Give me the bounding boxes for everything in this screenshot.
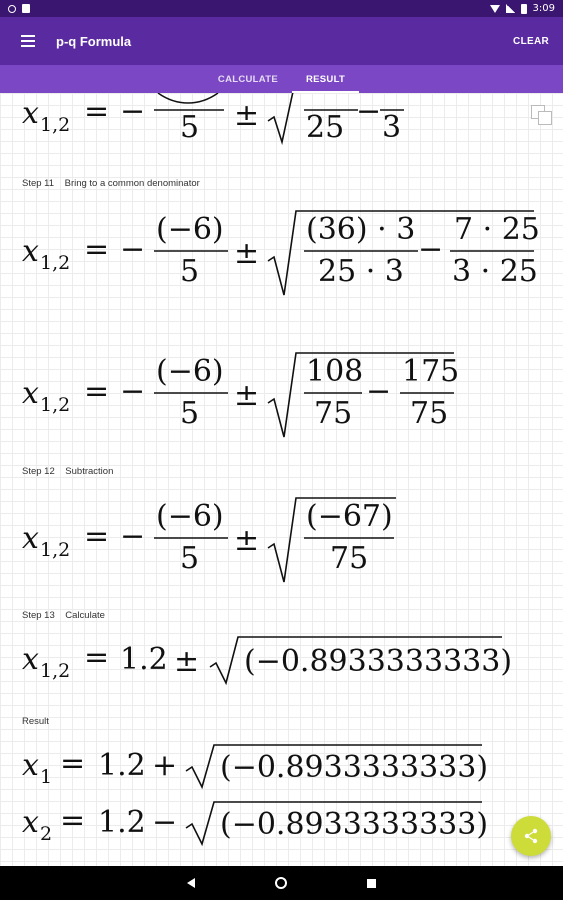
equation-step11	[22, 209, 542, 303]
svg-text:+: +	[152, 748, 178, 783]
svg-text:1,2: 1,2	[40, 252, 71, 274]
svg-text:−: −	[120, 519, 146, 554]
app-title: p-q Formula	[56, 33, 132, 49]
svg-text:5: 5	[180, 396, 200, 431]
svg-text:(−6): (−6)	[156, 354, 224, 389]
svg-text:=: =	[84, 374, 110, 409]
svg-text:±: ±	[234, 98, 260, 133]
result-content[interactable]	[0, 93, 563, 866]
svg-text:3 · 25: 3 · 25	[452, 254, 538, 289]
svg-text:1.2: 1.2	[98, 805, 146, 840]
svg-text:x: x	[22, 376, 39, 411]
svg-text:−: −	[152, 805, 178, 840]
notification-icon	[8, 5, 16, 13]
svg-text:(−6): (−6)	[156, 499, 224, 534]
battery-icon	[521, 4, 527, 14]
step-label: Step 11 Bring to a common denominator	[22, 178, 200, 189]
share-icon	[523, 828, 539, 844]
svg-text:−: −	[120, 374, 146, 409]
menu-icon[interactable]	[0, 17, 56, 65]
fraction-denominator: 5	[180, 110, 200, 145]
tab-result[interactable]: RESULT	[292, 65, 359, 93]
svg-text:25 · 3: 25 · 3	[318, 254, 404, 289]
svg-text:75: 75	[314, 396, 353, 431]
step-label: Step 12 Subtraction	[22, 466, 114, 477]
svg-text:=: =	[84, 519, 110, 554]
svg-text:=: =	[60, 746, 86, 781]
signal-icon	[506, 4, 515, 13]
result-label: Result	[22, 716, 49, 727]
svg-text:(−67): (−67)	[306, 499, 393, 534]
clear-button[interactable]: CLEAR	[513, 35, 549, 47]
wifi-icon	[490, 5, 500, 13]
svg-text:x: x	[22, 748, 39, 783]
equation-step12	[22, 496, 422, 590]
svg-text:1,2: 1,2	[40, 394, 71, 416]
svg-text:1: 1	[40, 766, 53, 788]
svg-text:x: x	[22, 805, 39, 840]
svg-text:x: x	[22, 234, 39, 269]
svg-text:(−0.8933333333): (−0.8933333333)	[244, 644, 513, 679]
svg-text:−: −	[120, 94, 146, 129]
svg-text:175: 175	[402, 354, 460, 389]
svg-text:±: ±	[234, 378, 260, 413]
tab-bar	[0, 65, 563, 93]
status-time: 3:09	[532, 3, 555, 14]
recent-apps-icon[interactable]	[367, 879, 376, 888]
svg-text:=: =	[84, 94, 110, 129]
svg-text:−: −	[418, 232, 444, 267]
equation-result-x2	[22, 798, 502, 852]
share-button[interactable]	[511, 816, 551, 856]
app-bar	[0, 17, 563, 65]
navigation-bar	[0, 866, 563, 900]
svg-text:75: 75	[330, 541, 369, 576]
svg-text:1,2: 1,2	[40, 539, 71, 561]
svg-text:(−0.8933333333): (−0.8933333333)	[220, 807, 489, 842]
status-bar	[0, 0, 563, 17]
equation-step11-simplified	[22, 351, 482, 445]
svg-text:5: 5	[180, 254, 200, 289]
equation-step13	[22, 633, 522, 693]
svg-text:−: −	[120, 232, 146, 267]
svg-text:(−0.8933333333): (−0.8933333333)	[220, 750, 489, 785]
svg-text:±: ±	[174, 644, 200, 679]
svg-text:x: x	[22, 96, 39, 131]
svg-text:1.2: 1.2	[98, 748, 146, 783]
svg-text:−: −	[356, 94, 382, 129]
step-label: Step 13 Calculate	[22, 610, 105, 621]
svg-text:x: x	[22, 521, 39, 556]
svg-text:75: 75	[410, 396, 449, 431]
svg-text:x: x	[22, 642, 39, 677]
svg-text:7 · 25: 7 · 25	[454, 212, 540, 247]
svg-text:1,2: 1,2	[40, 660, 71, 682]
svg-text:2: 2	[40, 823, 53, 845]
svg-text:(36) · 3: (36) · 3	[306, 212, 416, 247]
svg-text:1.2: 1.2	[120, 642, 168, 677]
svg-text:1,2: 1,2	[40, 114, 71, 136]
svg-text:±: ±	[234, 523, 260, 558]
back-icon[interactable]	[187, 878, 195, 888]
svg-text:±: ±	[234, 236, 260, 271]
home-icon[interactable]	[275, 877, 287, 889]
storage-icon	[22, 4, 30, 13]
svg-text:=: =	[84, 640, 110, 675]
svg-text:108: 108	[306, 354, 364, 389]
copy-icon[interactable]	[531, 105, 555, 127]
svg-text:5: 5	[180, 541, 200, 576]
tab-calculate[interactable]: CALCULATE	[217, 73, 278, 85]
fraction-denominator: 25	[306, 110, 345, 145]
svg-text:−: −	[366, 374, 392, 409]
svg-text:=: =	[84, 232, 110, 267]
equation-partial	[22, 93, 442, 151]
svg-text:=: =	[60, 803, 86, 838]
fraction-denominator: 3	[382, 110, 402, 145]
equation-result-x1	[22, 741, 502, 795]
svg-text:(−6): (−6)	[156, 212, 224, 247]
